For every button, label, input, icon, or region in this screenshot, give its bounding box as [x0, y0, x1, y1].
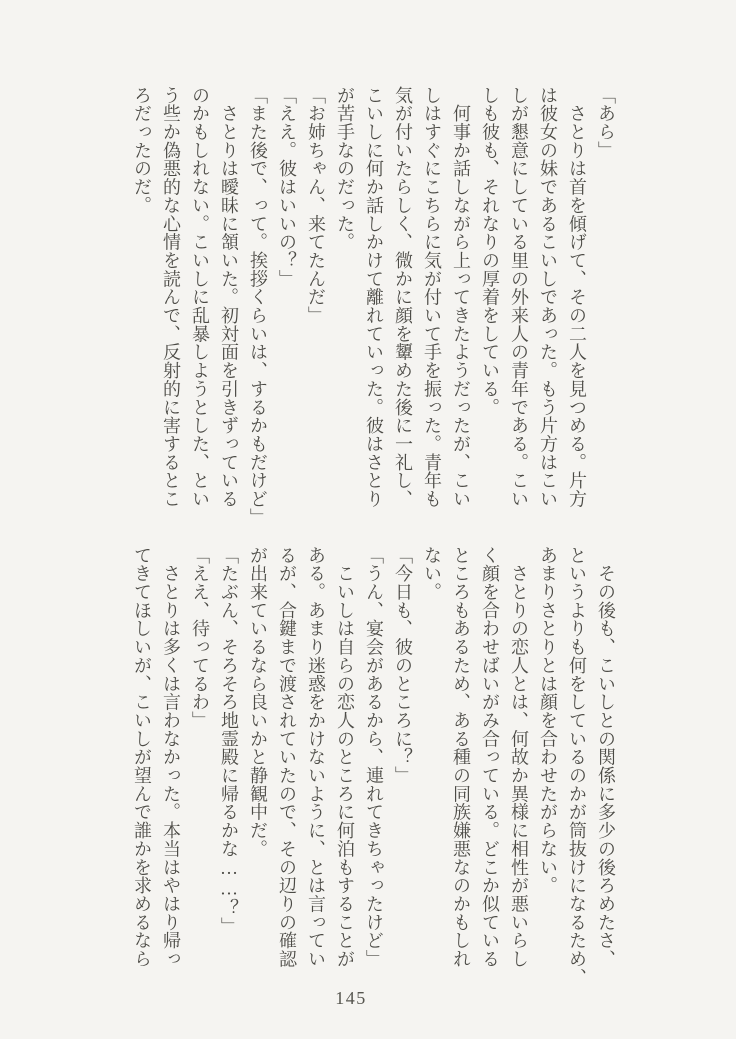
text-column: てきてほしいが、こいしが望んで誰かを求めるなら — [132, 546, 152, 969]
text-column: こいしは自らの恋人のところに何泊もすることが — [335, 546, 355, 969]
text-column: るが、合鍵まで渡されていたので、その辺りの確認 — [277, 546, 297, 969]
top-text-block — [127, 86, 620, 527]
bottom-text-block — [127, 546, 620, 987]
text-column: ろだったのだ。 — [132, 86, 152, 215]
text-column: 「また後で、って。挨拶くらいは、するかもだけど」 — [248, 86, 268, 527]
text-column: 気が付いたらしく、微かに顔を顰めた後に一礼し、 — [393, 86, 413, 509]
text-column: が苦手なのだった。 — [335, 86, 355, 252]
text-column: く顔を合わせばいがみ合っている。どこか似ている — [480, 546, 500, 969]
page-number: 145 — [335, 988, 367, 1008]
text-column: というよりも何をしているのかが筒抜けになるため、 — [567, 546, 587, 987]
text-column: 「うん、宴会があるから、連れてきちゃったけど」 — [364, 546, 384, 969]
text-column: 「ええ。彼はいいの？」 — [277, 86, 297, 288]
text-column: のかもしれない。こいしに乱暴しようとした、とい — [190, 86, 210, 509]
text-column: 「あら」 — [596, 86, 616, 160]
text-column: さとりは多くは言わなかった。本当はやはり帰っ — [161, 546, 181, 969]
text-column: しが懇意にしている里の外来人の青年である。こい — [509, 86, 529, 509]
text-column: さとりは首を傾げて、その二人を見つめる。片方 — [567, 86, 587, 509]
text-column: さとりの恋人とは、何故か異様に相性が悪いらし — [509, 546, 529, 969]
text-column: その後も、こいしとの関係に多少の後ろめたさ、 — [596, 546, 616, 969]
text-column: が出来ているなら良いかと静観中だ。 — [248, 546, 268, 858]
text-column: う些か偽悪的な心情を読んで、反射的に害するとこ — [161, 86, 181, 509]
text-column: 「たぶん、そろそろ地霊殿に帰るかな……？」 — [219, 546, 239, 936]
text-column: しも彼も、それなりの厚着をしている。 — [480, 86, 500, 417]
text-column: さとりは曖昧に頷いた。初対面を引きずっている — [219, 86, 239, 509]
text-column: ところもあるため、ある種の同族嫌悪なのかもしれ — [451, 546, 471, 969]
text-column: ない。 — [422, 546, 442, 602]
text-column: ある。あまり迷惑をかけないように、とは言ってい — [306, 546, 326, 969]
text-column: 何事か話しながら上ってきたようだったが、こい — [451, 86, 471, 509]
text-column: 「今日も、彼のところに？」 — [393, 546, 413, 785]
text-column: こいしに何か話しかけて離れていった。彼はさとり — [364, 86, 384, 509]
text-column: しはすぐにこちらに気が付いて手を振った。青年も — [422, 86, 442, 509]
text-column: 「ええ、待ってるわ」 — [190, 546, 210, 730]
text-column: は彼女の妹であるこいしであった。もう片方はこい — [538, 86, 558, 509]
text-column: 「お姉ちゃん、来てたんだ」 — [306, 86, 326, 325]
text-column: あまりさとりとは顔を合わせたがらない。 — [538, 546, 558, 895]
